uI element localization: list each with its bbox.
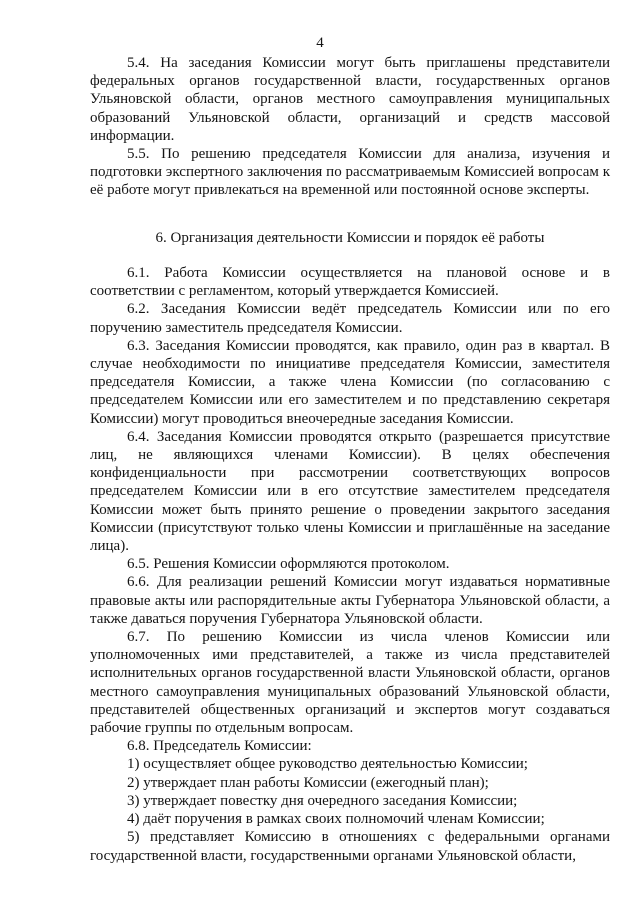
page-number: 4	[316, 35, 324, 51]
paragraph-6-2: 6.2. Заседания Комиссии ведёт председатель Комиссии или по его поручению заместитель председателя Комиссии.	[90, 301, 610, 336]
paragraph-5-5: 5.5. По решению председателя Комиссии для анализа, изучения и подготовки экспертного заключения по рассматриваемым Комиссией вопросам к её работе могут привлекаться на временной или постоянной основе эксперты.	[90, 146, 610, 199]
paragraph-6-5: 6.5. Решения Комиссии оформляются протоколом.	[127, 556, 450, 573]
paragraph-6-7: 6.7. По решению Комиссии из числа членов Комиссии или уполномоченных ими представителей, а также из числа представителей исполнительных органов государственной власти Ульяновской области, органов местного самоуправления муниципальных образований Ульяновской области, представителей общественных организаций и экспертов могут создаваться рабочие группы по отдельным вопросам.	[90, 629, 610, 737]
list-item-5: 5) представляет Комиссию в отношениях с федеральными органами государственной власти, государственными органами Ульяновской области,	[90, 829, 610, 864]
paragraph-6-6: 6.6. Для реализации решений Комиссии могут издаваться нормативные правовые акты или распорядительные акты Губернатора Ульяновской области, а также даваться поручения Губернатора Ульяновской области.	[90, 574, 610, 627]
list-item-3: 3) утверждает повестку дня очередного заседания Комиссии;	[127, 792, 518, 809]
section-heading: 6. Организация деятельности Комиссии и порядок её работы	[155, 230, 545, 246]
paragraph-6-3: 6.3. Заседания Комиссии проводятся, как правило, один раз в квартал. В случае необходимости по инициативе председателя Комиссии, заместителя председателя Комиссии, а также члена Комиссии (по согласованию с председателем Комиссии или его заместителем и по представлению секретаря Комиссии) могут проводиться внеочередные заседания Комиссии.	[90, 337, 610, 427]
paragraph-6-1: 6.1. Работа Комиссии осуществляется на плановой основе и в соответствии с регламентом, который утверждается Комиссией.	[90, 265, 610, 300]
list-item-4: 4) даёт поручения в рамках своих полномочий членам Комиссии;	[127, 811, 545, 828]
paragraphs-section-6	[90, 264, 610, 865]
paragraphs-section-5	[90, 54, 610, 200]
list-item-2: 2) утверждает план работы Комиссии (ежегодный план);	[127, 774, 489, 791]
list-item-1: 1) осуществляет общее руководство деятельностью Комиссии;	[127, 756, 528, 773]
paragraph-6-8: 6.8. Председатель Комиссии:	[127, 738, 312, 755]
paragraph-6-4: 6.4. Заседания Комиссии проводятся открыто (разрешается присутствие лиц, не являющихся членами Комиссии). В целях обеспечения конфиденциальности при рассмотрении соответствующих вопросов председателем Комиссии или в его отсутствие заместителем председателя Комиссии может быть принято решение о проведении закрытого заседания Комиссии (присутствуют только члены Комиссии и приглашённые на заседание лица).	[90, 428, 610, 555]
paragraph-5-4: 5.4. На заседания Комиссии могут быть приглашены представители федеральных органов государственной власти, государственных органов Ульяновской области, органов местного самоуправления муниципальных образований Ульяновской области, организаций и средств массовой информации.	[90, 55, 610, 144]
